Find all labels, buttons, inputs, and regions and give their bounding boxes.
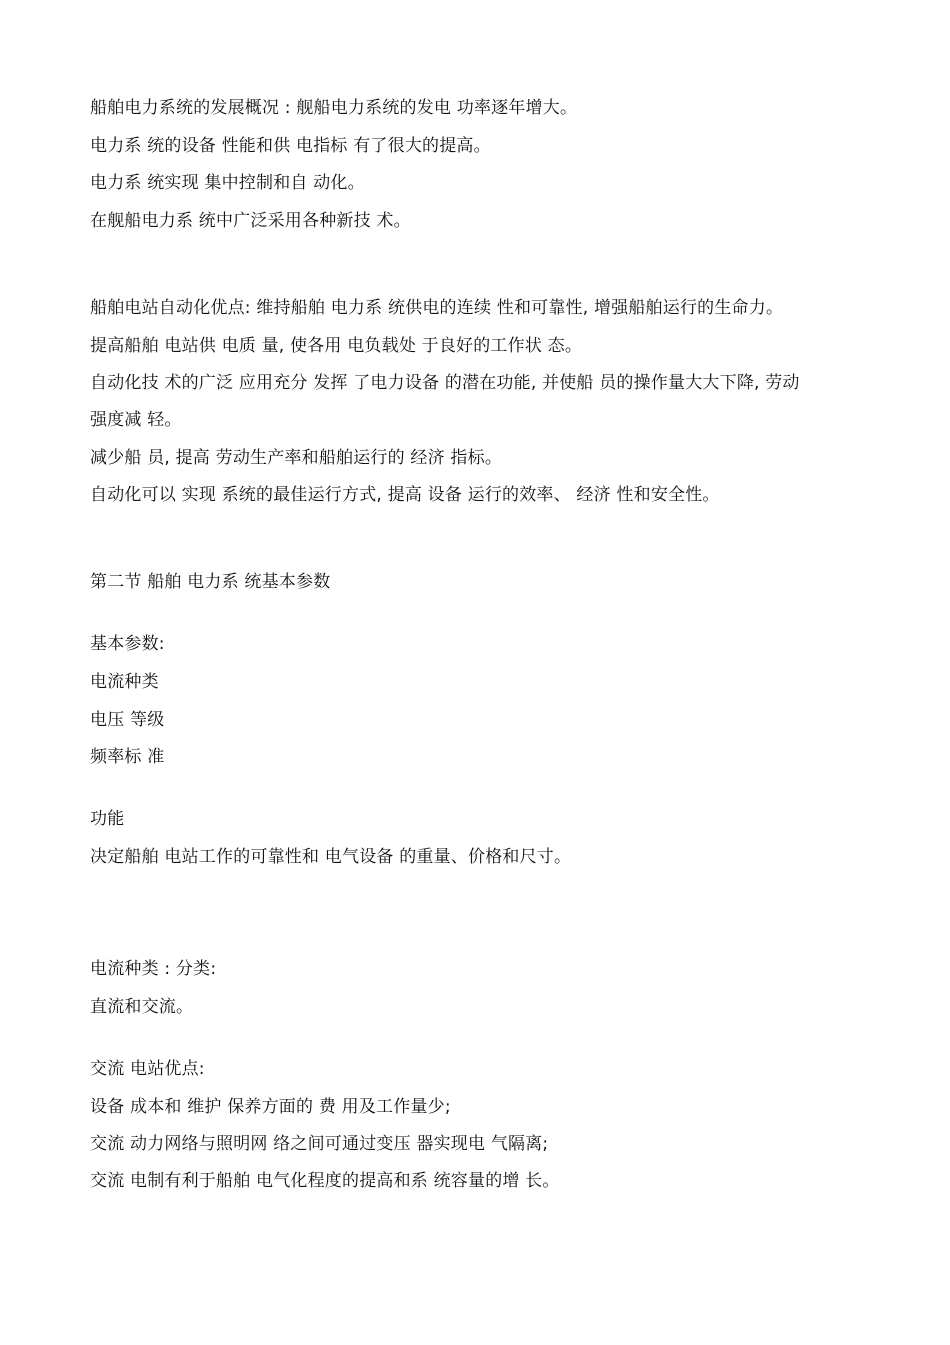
- text-line: 基本参数:: [90, 634, 165, 654]
- list-item: 交流 电制有利于船舶 电气化程度的提高和系 统容量的增 长。: [90, 1171, 560, 1191]
- text-line: 电流种类 : 分类:: [90, 959, 217, 979]
- list-item: 交流 动力网络与照明网 络之间可通过变压 器实现电 气隔离;: [90, 1134, 549, 1154]
- text-line: 直流和交流。: [90, 997, 194, 1017]
- list-item: 电流种类: [90, 672, 159, 692]
- text-line: 船舶电力系统的发展概况 : 舰船电力系统的发电 功率逐年增大。: [90, 98, 578, 118]
- text-line: 自动化可以 实现 系统的最佳运行方式, 提高 设备 运行的效率、 经济 性和安全性。: [90, 485, 720, 505]
- text-line: 电力系 统的设备 性能和供 电指标 有了很大的提高。: [90, 136, 491, 156]
- text-line: 强度减 轻。: [90, 410, 182, 430]
- text-line: 减少船 员, 提高 劳动生产率和船舶运行的 经济 指标。: [90, 448, 503, 468]
- text-line: 电力系 统实现 集中控制和自 动化。: [90, 173, 365, 193]
- text-line: 在舰船电力系 统中广泛采用各种新技 术。: [90, 211, 411, 231]
- text-line: 决定船舶 电站工作的可靠性和 电气设备 的重量、价格和尺寸。: [90, 847, 572, 867]
- section-heading: 第二节 船舶 电力系 统基本参数: [90, 572, 331, 592]
- list-item: 频率标 准: [90, 747, 165, 767]
- text-line: 功能: [90, 809, 125, 829]
- text-line: 船舶电站自动化优点: 维持船舶 电力系 统供电的连续 性和可靠性, 增强船舶运行的生命力。: [90, 298, 784, 318]
- text-line: 提高船舶 电站供 电质 量, 使各用 电负载处 于良好的工作状 态。: [90, 336, 583, 356]
- list-item: 电压 等级: [90, 710, 165, 730]
- list-item: 设备 成本和 维护 保养方面的 费 用及工作量少;: [90, 1097, 451, 1117]
- text-line: 交流 电站优点:: [90, 1059, 205, 1079]
- text-line: 自动化技 术的广泛 应用充分 发挥 了电力设备 的潜在功能, 并使船 员的操作量大大下降, 劳动: [90, 373, 800, 393]
